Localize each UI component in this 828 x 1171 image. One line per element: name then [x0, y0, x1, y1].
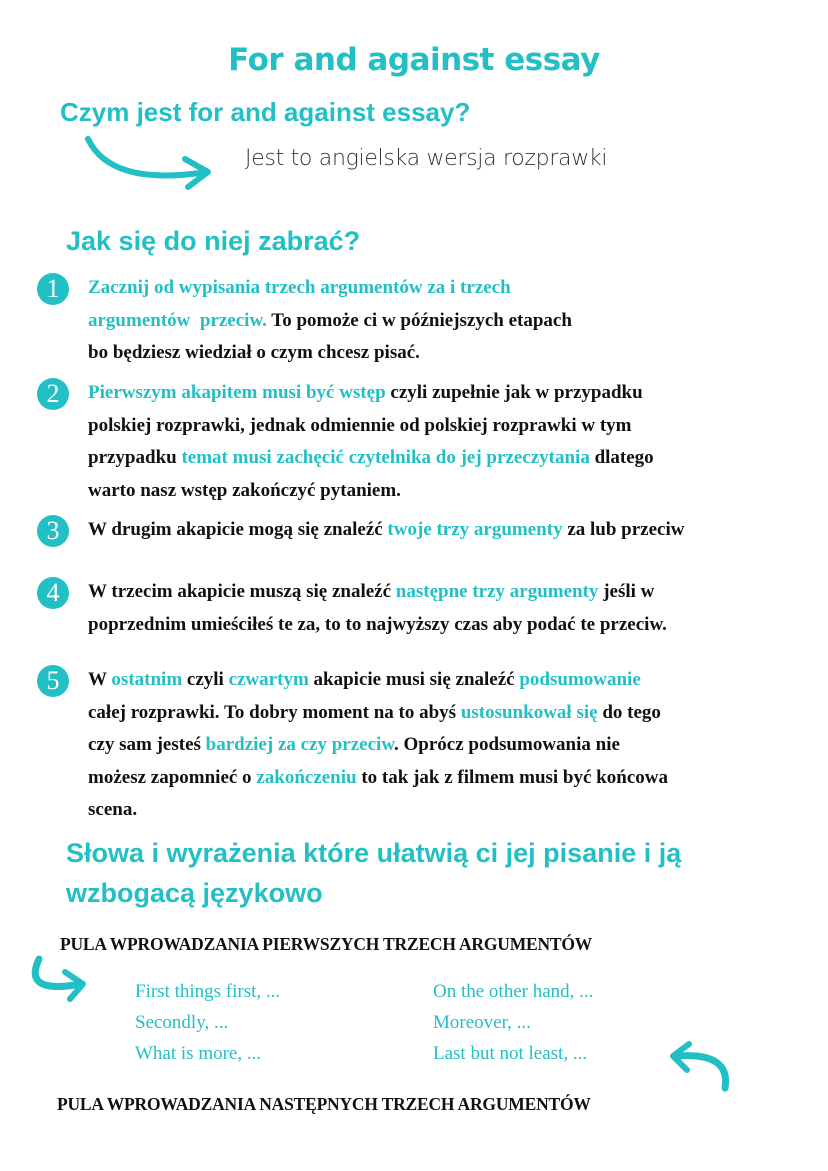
body-text: poprzednim umieściłeś te za, to to najwyższy czas aby podać te przeciw. — [88, 613, 667, 635]
question-heading: Czym jest for and against essay? — [60, 97, 471, 127]
step-number-badge: 5 — [37, 665, 69, 697]
phrase-item: First things first, ... — [135, 981, 281, 1002]
highlighted-text: zakończeniu — [256, 766, 357, 788]
step-text-line — [88, 609, 667, 642]
highlighted-text: Pierwszym akapitem musi być wstęp — [88, 382, 386, 403]
phrase-item: Moreover, ... — [433, 1012, 531, 1033]
answer-text: Jest to angielska wersja rozprawki — [245, 146, 608, 171]
body-text: czyli — [182, 669, 229, 690]
how-heading: Jak się do niej zabrać? — [66, 226, 361, 256]
step-text-line — [88, 475, 654, 508]
body-text: do tego — [597, 701, 661, 723]
step-text-line — [88, 305, 572, 338]
body-text: dlatego — [589, 447, 654, 468]
body-text: przypadku — [88, 447, 182, 468]
pool-next-heading: PULA WPROWADZANIA NASTĘPNYCH TRZECH ARGUMENTÓW — [57, 1094, 591, 1114]
step-text-line — [88, 514, 684, 547]
body-text: . Oprócz podsumowania nie — [394, 734, 620, 755]
body-text: za lub przeciw — [562, 519, 685, 540]
phrase-item: What is more, ... — [135, 1043, 262, 1064]
body-text: W drugim akapicie mogą się znaleźć — [88, 519, 388, 540]
body-text: warto nasz wstęp zakończyć pytaniem. — [88, 479, 401, 501]
phrase-item: Last but not least, ... — [433, 1043, 588, 1064]
body-text: W trzecim akapicie muszą się znaleźć — [88, 581, 396, 602]
step-text-line — [88, 664, 668, 697]
step-text-line — [88, 762, 668, 795]
step-text-line — [88, 576, 667, 609]
highlighted-text: argumentów przeciw. — [88, 309, 267, 331]
step-text-line — [88, 377, 654, 410]
phrase-item: Secondly, ... — [135, 1012, 229, 1033]
highlighted-text: ustosunkował się — [460, 701, 598, 723]
step-number-badge: 3 — [37, 515, 69, 547]
highlighted-text: twoje trzy argumenty — [387, 519, 563, 540]
body-text: scena. — [88, 799, 138, 820]
page-title: For and against essay — [228, 42, 600, 78]
words-heading-line2: wzbogacą językowo — [66, 878, 323, 908]
body-text: To pomoże ci w późniejszych etapach — [266, 309, 572, 331]
highlighted-text: Zacznij od wypisania trzech argumentów za i trzech — [88, 277, 511, 298]
step-text-line — [88, 410, 654, 443]
highlighted-text: ostatnim — [111, 669, 183, 690]
body-text: polskiej rozprawki, jednak odmiennie od polskiej rozprawki w tym — [88, 414, 632, 436]
body-text: jeśli w — [598, 581, 655, 602]
body-text: czyli zupełnie jak w przypadku — [385, 382, 643, 403]
curved-arrow-icon — [80, 135, 230, 195]
pool-first-heading: PULA WPROWADZANIA PIERWSZYCH TRZECH ARGUMENTÓW — [60, 934, 593, 954]
body-text: całej rozprawki. To dobry moment na to abyś — [88, 701, 461, 723]
step-text-line — [88, 442, 654, 475]
body-text: możesz zapomnieć o — [88, 766, 257, 788]
step-text-line — [88, 697, 668, 730]
curved-arrow-icon — [665, 1042, 735, 1092]
highlighted-text: temat musi zachęcić czytelnika do jej przeczytania — [181, 447, 590, 468]
step-number-badge: 2 — [37, 378, 69, 410]
body-text: W — [88, 669, 112, 690]
body-text: to tak jak z filmem musi być końcowa — [356, 766, 668, 788]
highlighted-text: następne trzy argumenty — [395, 581, 599, 602]
body-text: czy sam jesteś — [88, 734, 206, 755]
phrase-item: On the other hand, ... — [433, 981, 594, 1002]
highlighted-text: podsumowanie — [519, 669, 641, 690]
body-text: akapicie musi się znaleźć — [308, 669, 520, 690]
body-text: bo będziesz wiedział o czym chcesz pisać. — [88, 342, 420, 363]
step-number-badge: 1 — [37, 273, 69, 305]
step-number-badge: 4 — [37, 577, 69, 609]
words-heading-line1: Słowa i wyrażenia które ułatwią ci jej pisanie i ją — [66, 838, 682, 868]
curved-arrow-icon — [25, 955, 105, 1005]
highlighted-text: bardziej za czy przeciw — [205, 734, 394, 755]
step-text-line — [88, 272, 572, 305]
highlighted-text: czwartym — [228, 669, 309, 690]
step-text-line — [88, 337, 572, 370]
step-text-line — [88, 729, 668, 762]
step-text-line — [88, 794, 668, 827]
